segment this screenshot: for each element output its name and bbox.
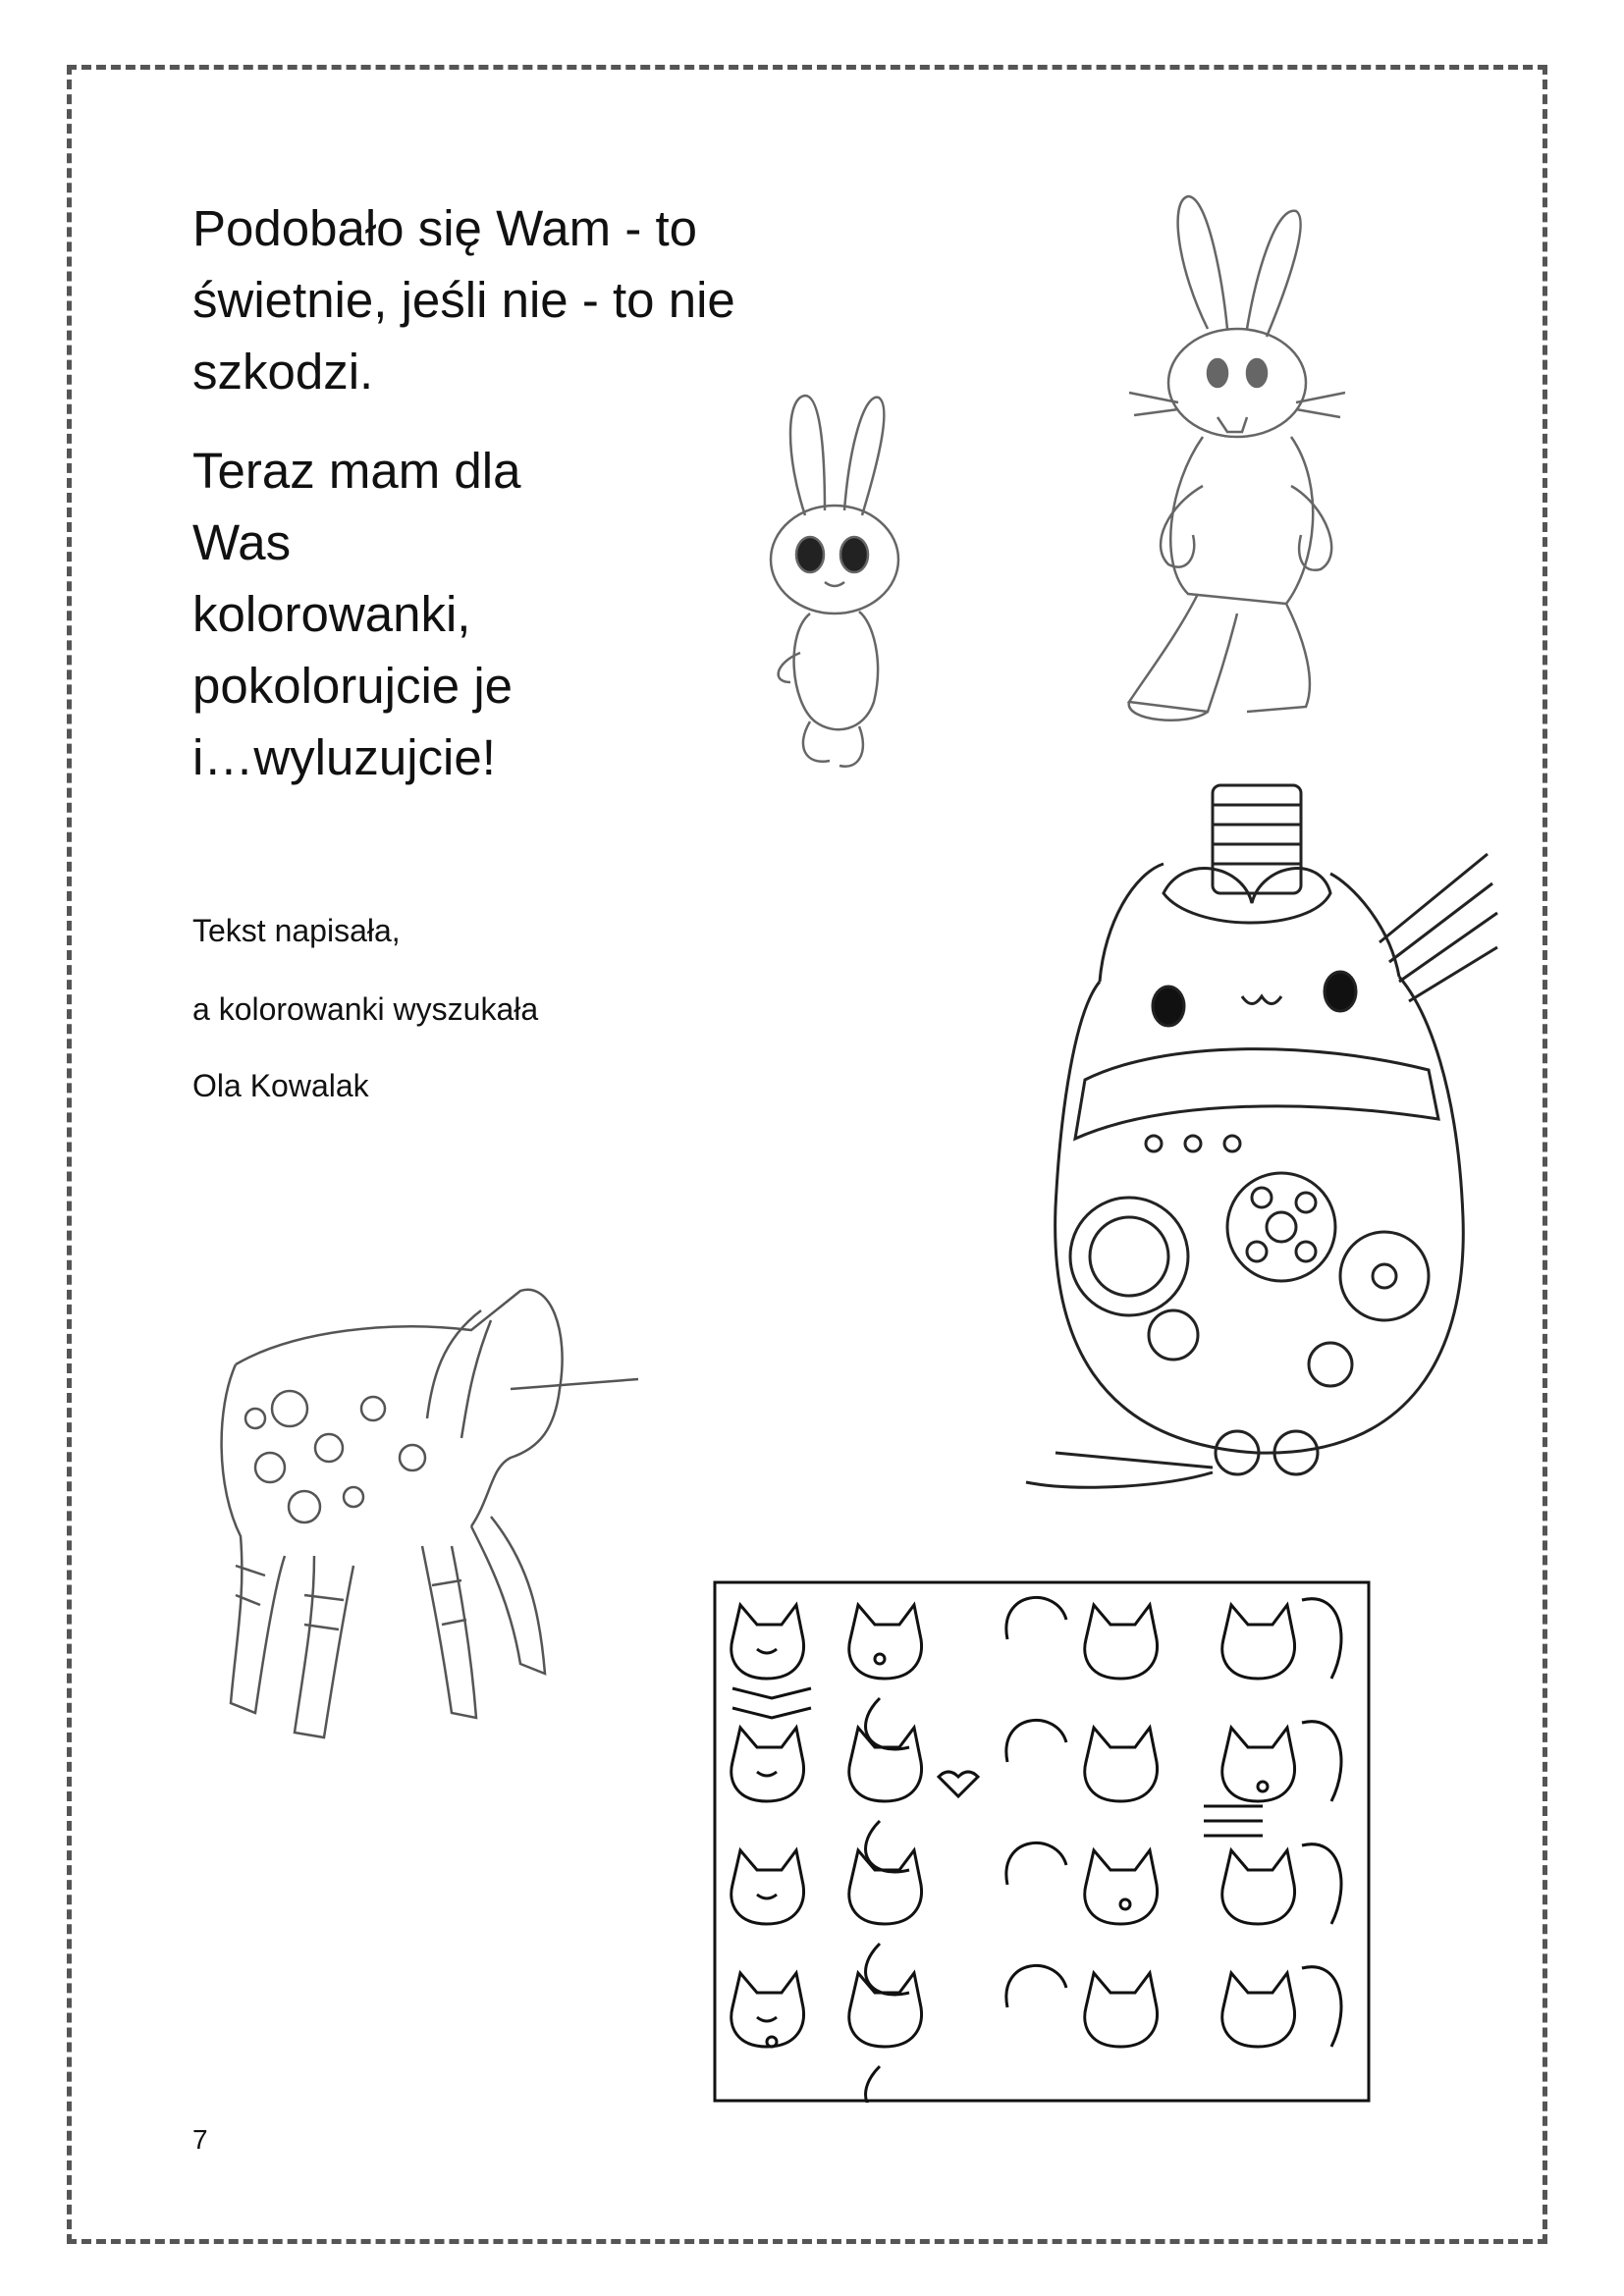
- bugs-bunny-image: [1110, 191, 1424, 726]
- page-number: 7: [192, 2124, 208, 2155]
- invite-line-2: Was: [192, 514, 292, 570]
- invite-line-1: Teraz mam dla: [192, 443, 521, 499]
- intro-line-1: Podobało się Wam - to: [192, 200, 698, 256]
- credits-line-3: Ola Kowalak: [192, 1068, 369, 1103]
- credits-line-1: Tekst napisała,: [192, 913, 401, 948]
- steampunk-cat-image: [1016, 766, 1502, 1497]
- baby-bunny-image: [746, 388, 923, 775]
- invite-line-4: pokolorujcie je: [192, 658, 514, 714]
- intro-line-2: świetnie, jeśli nie - to nie: [192, 272, 735, 328]
- horse-image: [196, 1271, 658, 1752]
- cats-pattern-image: [713, 1580, 1371, 2103]
- invite-line-5: i…wyluzujcie!: [192, 729, 496, 785]
- credits-line-2: a kolorowanki wyszukała: [192, 991, 539, 1027]
- invite-line-3: kolorowanki,: [192, 586, 471, 642]
- intro-line-3: szkodzi.: [192, 344, 374, 400]
